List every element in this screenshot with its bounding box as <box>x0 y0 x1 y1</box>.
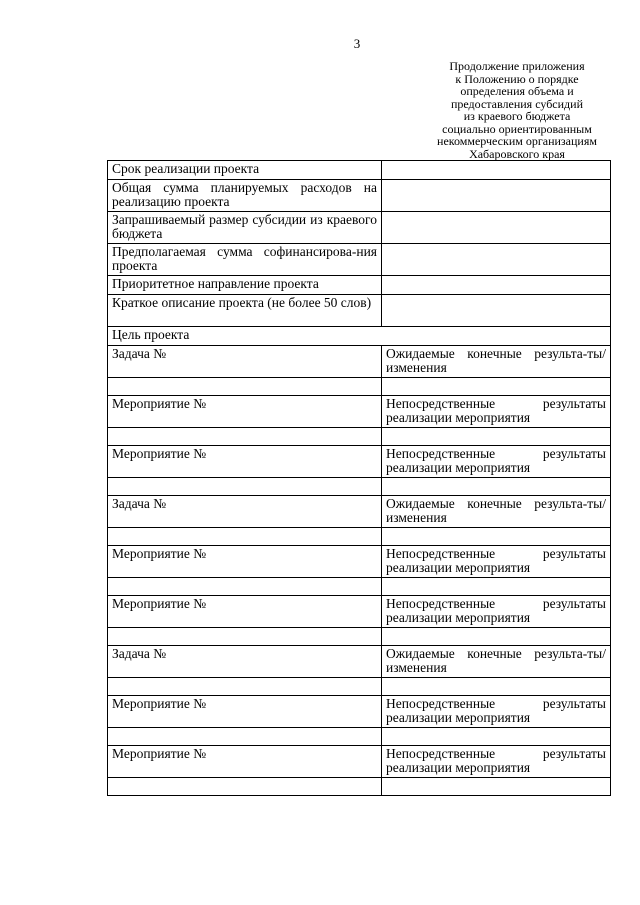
blank-cell[interactable] <box>108 478 382 496</box>
blank-row <box>108 778 611 796</box>
info-row <box>108 212 611 244</box>
task-row <box>108 346 611 378</box>
header-line: Продолжение приложения <box>449 59 585 73</box>
task-result-label: Ожидаемые конечные результа-ты/изменения <box>382 346 611 378</box>
event-label: Мероприятие № <box>108 746 382 778</box>
task-result-label: Ожидаемые конечные результа-ты/изменения <box>382 496 611 528</box>
blank-row <box>108 528 611 546</box>
event-row <box>108 596 611 628</box>
info-row-value[interactable] <box>382 276 611 295</box>
blank-cell[interactable] <box>382 678 611 696</box>
event-label: Мероприятие № <box>108 596 382 628</box>
page-number: 3 <box>353 36 361 51</box>
event-row <box>108 396 611 428</box>
info-row-label: Срок реализации проекта <box>108 161 382 180</box>
event-result-label: Непосредственные результаты реализации мероприятия <box>382 746 611 778</box>
info-row-label: Запрашиваемый размер субсидии из краевого бюджета <box>108 212 382 244</box>
info-row <box>108 295 611 327</box>
blank-cell[interactable] <box>382 378 611 396</box>
blank-cell[interactable] <box>108 628 382 646</box>
info-row-value[interactable] <box>382 180 611 212</box>
task-label: Задача № <box>108 646 382 678</box>
info-row <box>108 244 611 276</box>
event-row <box>108 746 611 778</box>
info-row-label: Общая сумма планируемых расходов на реализацию проекта <box>108 180 382 212</box>
task-row <box>108 646 611 678</box>
event-result-label: Непосредственные результаты реализации мероприятия <box>382 396 611 428</box>
info-row-value[interactable] <box>382 244 611 276</box>
header-line: социально ориентированным <box>442 121 592 136</box>
info-row-value[interactable] <box>382 295 611 327</box>
info-row-value[interactable] <box>382 212 611 244</box>
header-line: из краевого бюджета <box>463 109 571 123</box>
blank-cell[interactable] <box>108 578 382 596</box>
blank-cell[interactable] <box>108 528 382 546</box>
info-row <box>108 161 611 180</box>
blank-row <box>108 578 611 596</box>
info-row-label: Краткое описание проекта (не более 50 слов) <box>108 295 382 327</box>
event-row <box>108 696 611 728</box>
info-row <box>108 276 611 295</box>
event-row <box>108 446 611 478</box>
header-line: предоставления субсидий <box>450 96 584 111</box>
event-result-label: Непосредственные результаты реализации мероприятия <box>382 446 611 478</box>
info-row-label: Приоритетное направление проекта <box>108 276 382 295</box>
event-row <box>108 546 611 578</box>
event-result-label: Непосредственные результаты реализации мероприятия <box>382 696 611 728</box>
task-result-label: Ожидаемые конечные результа-ты/изменения <box>382 646 611 678</box>
blank-row <box>108 478 611 496</box>
event-label: Мероприятие № <box>108 546 382 578</box>
header-line: к Положению о порядке <box>455 71 579 86</box>
blank-cell[interactable] <box>382 478 611 496</box>
task-row <box>108 496 611 528</box>
goal-label: Цель проекта <box>108 327 611 346</box>
blank-cell[interactable] <box>108 728 382 746</box>
blank-row <box>108 378 611 396</box>
blank-row <box>108 678 611 696</box>
blank-cell[interactable] <box>108 778 382 796</box>
blank-cell[interactable] <box>382 428 611 446</box>
blank-cell[interactable] <box>108 428 382 446</box>
blank-row <box>108 428 611 446</box>
task-label: Задача № <box>108 346 382 378</box>
task-label: Задача № <box>108 496 382 528</box>
project-form-table <box>107 160 611 796</box>
goal-row <box>108 327 611 346</box>
blank-cell[interactable] <box>382 578 611 596</box>
event-label: Мероприятие № <box>108 696 382 728</box>
event-label: Мероприятие № <box>108 446 382 478</box>
event-result-label: Непосредственные результаты реализации мероприятия <box>382 546 611 578</box>
event-result-label: Непосредственные результаты реализации мероприятия <box>382 596 611 628</box>
appendix-header <box>422 60 612 160</box>
blank-cell[interactable] <box>382 528 611 546</box>
blank-cell[interactable] <box>382 628 611 646</box>
info-row-label: Предполагаемая сумма софинансирова-ния проекта <box>108 244 382 276</box>
header-line: Хабаровского края <box>469 146 565 161</box>
info-row <box>108 180 611 212</box>
header-line: некоммерческим организациям <box>437 134 597 148</box>
header-line: определения объема и <box>460 84 574 98</box>
blank-cell[interactable] <box>382 778 611 796</box>
blank-row <box>108 728 611 746</box>
blank-row <box>108 628 611 646</box>
event-label: Мероприятие № <box>108 396 382 428</box>
info-row-value[interactable] <box>382 161 611 180</box>
blank-cell[interactable] <box>108 378 382 396</box>
blank-cell[interactable] <box>382 728 611 746</box>
blank-cell[interactable] <box>108 678 382 696</box>
